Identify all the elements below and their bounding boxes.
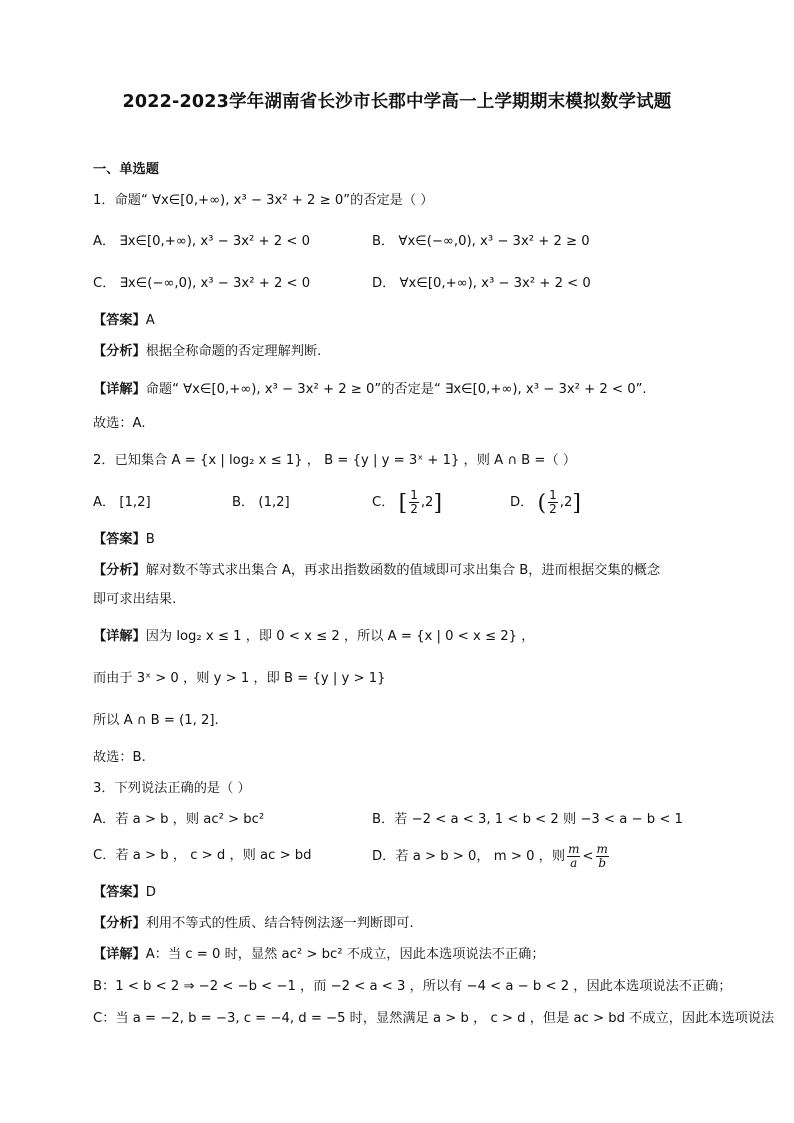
q3-option-c: C．若 a > b ， c > d ，则 ac > bd	[93, 848, 312, 863]
q2-option-a: A． [1,2]	[93, 495, 151, 510]
q3-option-d-text: D．若 a > b > 0， m > 0 ，则	[372, 849, 566, 864]
q2-detail	[93, 627, 534, 647]
q1-option-d: D． ∀x∈[0,+∞), x³ − 3x² + 2 < 0	[372, 276, 591, 291]
q3-option-b: B．若 −2 < a < 3, 1 < b < 2 则 −3 < a − b < 1	[372, 812, 683, 827]
analysis-label: 【分析】	[93, 344, 146, 359]
answer-label: 【答案】	[93, 313, 146, 328]
answer-label: 【答案】	[93, 532, 146, 547]
q2-option-c-label: C．	[372, 495, 395, 510]
q3-detail-2: B：1 < b < 2 ⇒ −2 < −b < −1 ，而 −2 < a < 3 ，所以有 −4 < a − b < 2 ，因此本选项说法不正确；	[93, 979, 732, 994]
q3-detail-3: C：当 a = −2, b = −3, c = −4, d = −5 时，显然满足 a > b ， c > d ，但是 ac > bd 不成立，因此本选项说法	[93, 1011, 775, 1026]
q3-stem: 3．下列说法正确的是（ ）	[93, 781, 251, 796]
q3-analysis	[93, 914, 414, 934]
q1-option-a: A． ∃x∈[0,+∞), x³ − 3x² + 2 < 0	[93, 234, 310, 249]
q1-analysis	[93, 342, 321, 362]
detail-label: 【详解】	[93, 382, 146, 397]
fraction-denominator: b	[598, 855, 607, 870]
q3-detail-text: A：当 c = 0 时，显然 ac² > bc² 不成立，因此本选项说法不正确；	[145, 947, 545, 962]
analysis-label: 【分析】	[93, 916, 146, 931]
q1-detail	[93, 380, 647, 400]
q1-answer	[93, 311, 155, 331]
left-paren: (	[537, 491, 547, 516]
fraction-numerator: 1	[549, 487, 557, 502]
q3-answer-value: D	[145, 885, 156, 900]
q2-analysis-text: 解对数不等式求出集合 A，再求出指数函数的值域即可求出集合 B，进而根据交集的概念	[145, 563, 661, 578]
fraction-m-over-a	[567, 843, 580, 870]
q2-option-d-label: D．	[510, 495, 534, 510]
q2-detail-2: 而由于 3ˣ > 0 ，则 y > 1 ，即 B = {y | y > 1}	[93, 671, 386, 686]
q1-analysis-text: 根据全称命题的否定理解判断.	[145, 344, 322, 359]
q1-detail-text: 命题“ ∀x∈[0,+∞), x³ − 3x² + 2 ≥ 0”的否定是“ ∃x∈[0,+∞), x³ − 3x² + 2 < 0”.	[145, 382, 647, 397]
q1-stem: 1．命题“ ∀x∈[0,+∞), x³ − 3x² + 2 ≥ 0”的否定是（ ）	[93, 193, 434, 208]
fraction-denominator: a	[570, 855, 578, 870]
q2-analysis	[93, 561, 660, 581]
q2-detail-text: 因为 log₂ x ≤ 1 ，即 0 < x ≤ 2 ，所以 A = {x | 0 < x ≤ 2} ，	[145, 629, 535, 644]
fraction-numerator: m	[568, 841, 580, 856]
left-bracket: [	[398, 491, 408, 516]
answer-label: 【答案】	[93, 885, 146, 900]
q2-answer-value: B	[145, 532, 155, 547]
q2-detail-3: 所以 A ∩ B = (1, 2].	[93, 713, 219, 728]
q1-answer-value: A	[145, 313, 155, 328]
q2-option-d: D． ( $\frac{1}{2}$ ,2]	[510, 487, 581, 516]
right-bracket: ]	[433, 491, 443, 516]
fraction-denominator: 2	[549, 501, 557, 516]
q2-choose: 故选：B.	[93, 750, 146, 765]
page-title: 2022-2023学年湖南省长沙市长郡中学高一上学期期末模拟数学试题	[122, 92, 672, 112]
q1-option-c: C． ∃x∈(−∞,0), x³ − 3x² + 2 < 0	[93, 276, 311, 291]
q2-answer	[93, 530, 155, 550]
right-bracket: ]	[572, 491, 581, 516]
analysis-label: 【分析】	[93, 563, 146, 578]
fraction-denominator: 2	[410, 501, 418, 516]
q2-option-b: B． (1,2]	[232, 495, 290, 510]
q2-analysis-cont: 即可求出结果.	[93, 592, 177, 607]
q2-stem: 2．已知集合 A = {x | log₂ x ≤ 1} ， B = {y | y = 3ˣ + 1} ，则 A ∩ B =（ ）	[93, 453, 577, 468]
q3-answer	[93, 883, 156, 903]
q1-option-b: B． ∀x∈(−∞,0), x³ − 3x² + 2 ≥ 0	[372, 234, 590, 249]
section-heading: 一、单选题	[93, 162, 159, 177]
fraction-numerator: m	[596, 841, 608, 856]
q3-analysis-text: 利用不等式的性质、结合特例法逐一判断即可.	[145, 916, 414, 931]
q1-choose: 故选：A.	[93, 416, 146, 431]
q2-option-c: C． [ $\frac{1}{2}$ ,2]	[372, 487, 443, 516]
detail-label: 【详解】	[93, 629, 146, 644]
q2-c-fraction	[409, 489, 419, 516]
q3-detail	[93, 945, 545, 965]
q3-option-a: A．若 a > b ，则 ac² > bc²	[93, 812, 265, 827]
fraction-numerator: 1	[410, 487, 418, 502]
q2-d-fraction	[548, 489, 558, 516]
q3-option-d: D．若 a > b > 0， m > 0 ，则 $\frac{m}{a}$ < $\frac{m}{b}$	[372, 841, 608, 870]
fraction-m-over-b	[596, 843, 609, 870]
detail-label: 【详解】	[93, 947, 146, 962]
